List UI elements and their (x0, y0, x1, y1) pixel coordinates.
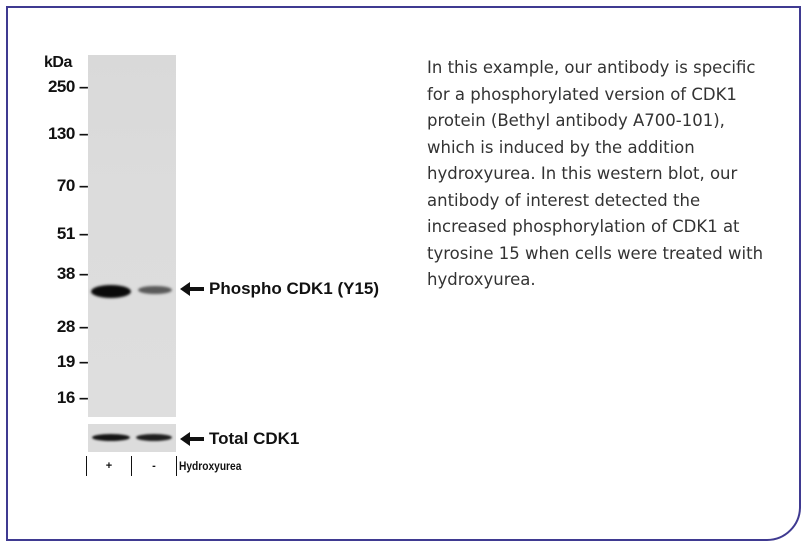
mw-marker-70: 70 – (56, 176, 88, 195)
treatment-label: Hydroxyurea (179, 459, 242, 473)
left-arrow-icon (180, 432, 204, 446)
kda-label: kDa (44, 54, 72, 71)
mw-marker-130: 130 – (47, 124, 88, 143)
description-text: In this example, our antibody is specific for a phosphorylated version of CDK1 protein (Bethyl antibody A700-101), which is induced by the addition hydroxyurea. In this western blot, our antibody of interest detected the increased phosphorylation of CDK1 at tyrosine 15 when cells were treated with hydroxyurea. (427, 58, 764, 289)
phospho-cdk1-annotation (180, 279, 379, 299)
mw-marker-19: 19 – (56, 352, 88, 371)
phospho-band-lane-1 (91, 285, 131, 298)
total-cdk1-label: Total CDK1 (209, 429, 300, 448)
western-blot-figure (0, 0, 400, 549)
lane-divider (176, 456, 177, 476)
mw-marker-38: 38 – (56, 264, 88, 283)
phospho-band-lane-2 (138, 286, 172, 294)
left-arrow-icon (180, 282, 204, 296)
total-band-lane-2 (136, 434, 172, 441)
lane-treatment-table (86, 455, 252, 477)
mw-marker-250: 250 – (47, 77, 88, 96)
gel-main-panel (88, 55, 176, 417)
lane-2-treatment: - (152, 460, 156, 472)
mw-marker-28: 28 – (56, 317, 88, 336)
total-band-lane-1 (92, 434, 130, 441)
mw-marker-16: 16 – (56, 388, 88, 407)
mw-marker-51: 51 – (56, 224, 88, 243)
total-cdk1-annotation (180, 429, 299, 449)
gel-total-panel (88, 424, 176, 452)
lane-1-treatment: + (105, 460, 113, 472)
phospho-cdk1-label: Phospho CDK1 (Y15) (209, 279, 380, 298)
